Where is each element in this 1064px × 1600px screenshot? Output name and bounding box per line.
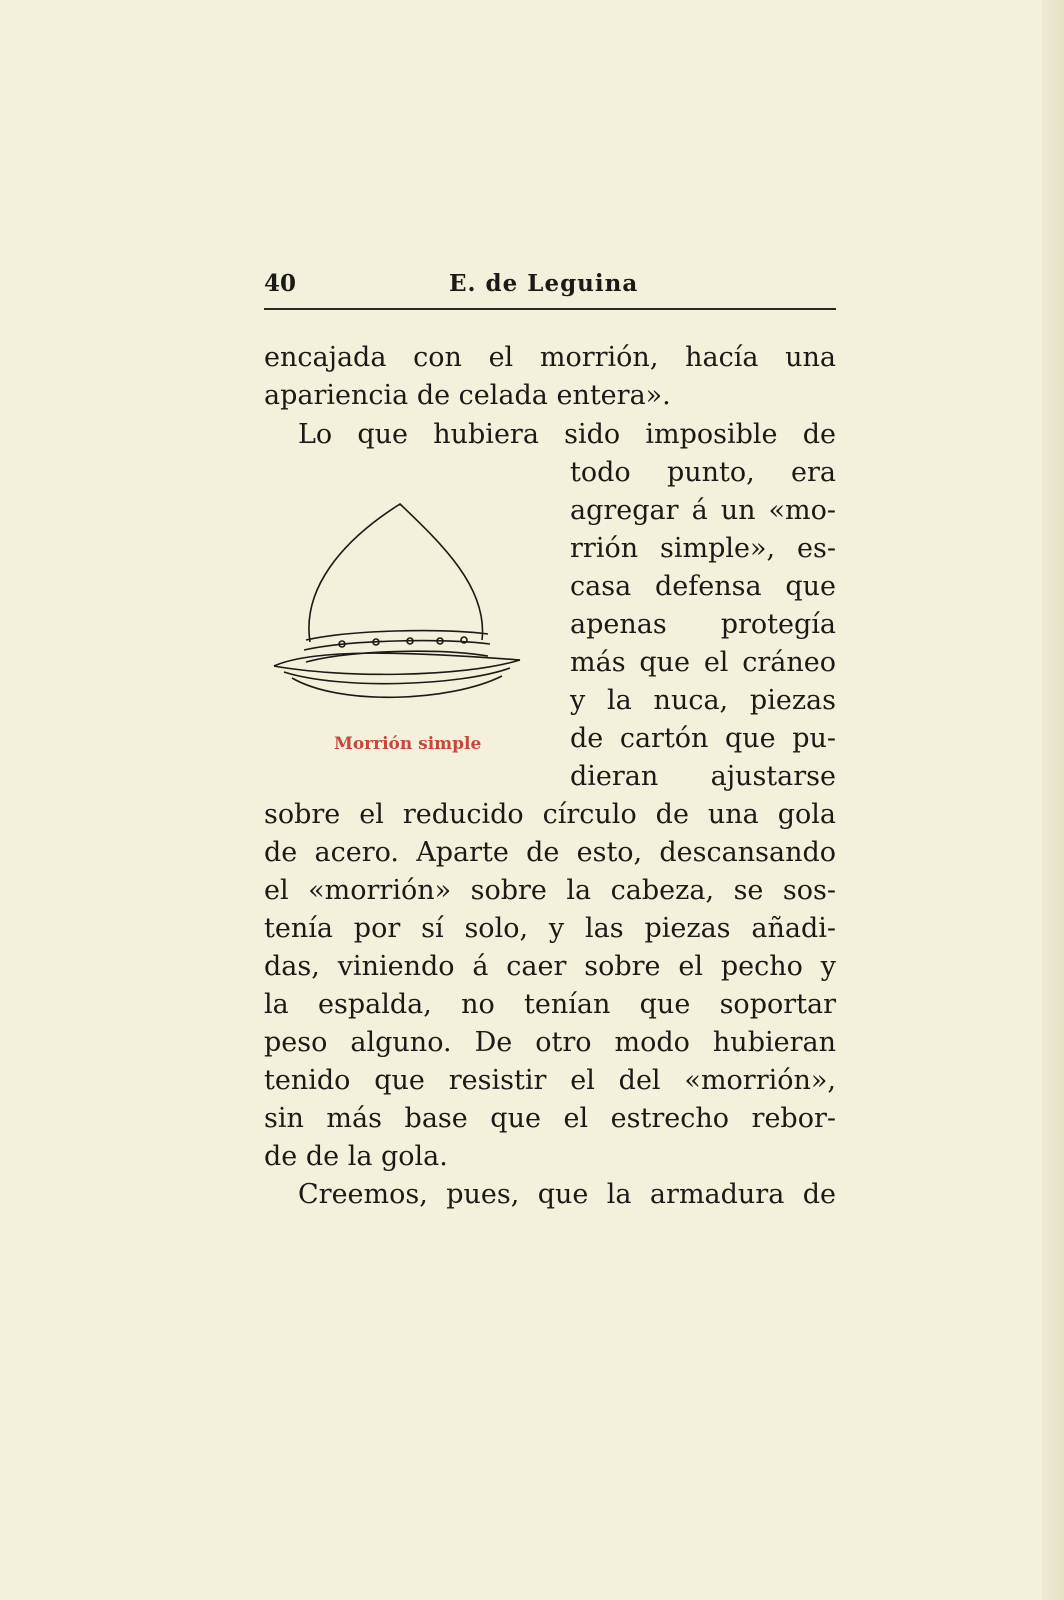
text-line: sin más base que el estrecho rebor- (264, 1103, 836, 1134)
text-line: de cartón que pu- (570, 723, 836, 754)
header-rule (264, 308, 836, 310)
text-line: la espalda, no tenían que soportar (264, 989, 836, 1020)
text-line: casa defensa que (570, 571, 836, 602)
text-line: Creemos, pues, que la armadura de (298, 1179, 836, 1210)
text-line: de acero. Aparte de esto, descansando (264, 837, 836, 868)
text-line: más que el cráneo (570, 647, 836, 678)
text-line: rrión simple», es- (570, 533, 836, 564)
text-line: agregar á un «mo- (570, 495, 836, 526)
text-line: de de la gola. (264, 1141, 448, 1172)
text-line: el «morrión» sobre la cabeza, se sos- (264, 875, 836, 906)
text-line: apenas protegía (570, 609, 836, 640)
text-line: y la nuca, piezas (570, 685, 836, 716)
page-number: 40 (264, 270, 297, 297)
figure-caption: Morrión simple (334, 734, 482, 754)
text-line: apariencia de celada entera». (264, 380, 671, 411)
page-edge (1042, 0, 1064, 1600)
morrion-figure (270, 500, 538, 760)
morrion-helmet-icon (270, 500, 538, 730)
running-head: E. de Leguina (449, 270, 639, 297)
text-line: peso alguno. De otro modo hubieran (264, 1027, 836, 1058)
text-line: sobre el reducido círculo de una gola (264, 799, 836, 830)
text-line: tenido que resistir el del «morrión», (264, 1065, 836, 1096)
page-header (264, 268, 836, 304)
text-line: Lo que hubiera sido imposible de (298, 419, 836, 450)
text-line: tenía por sí solo, y las piezas añadi- (264, 913, 836, 944)
text-line: todo punto, era (570, 457, 836, 488)
text-line: das, viniendo á caer sobre el pecho y (264, 951, 836, 982)
text-line: encajada con el morrión, hacía una (264, 342, 836, 373)
text-line: dieran ajustarse (570, 761, 836, 792)
